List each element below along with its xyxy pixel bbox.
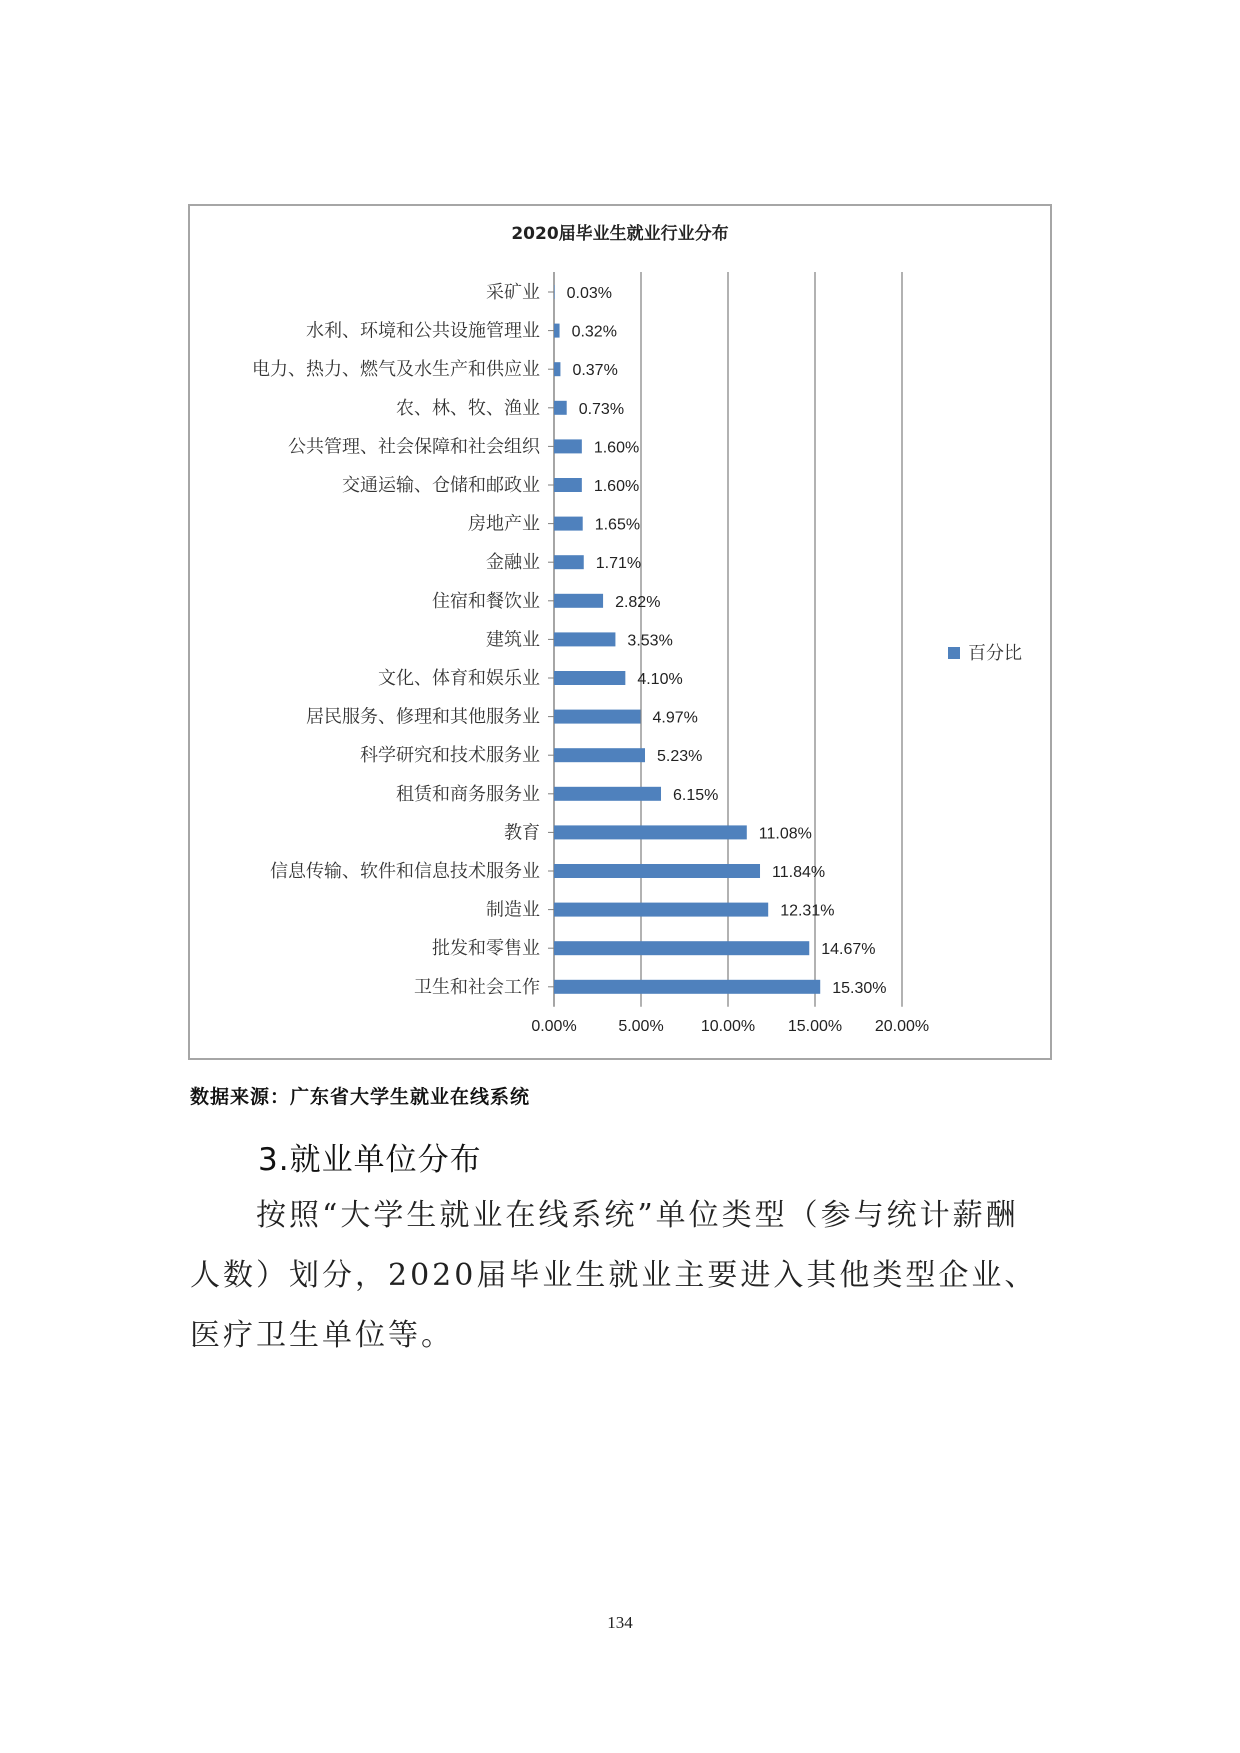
data-label: 0.03% — [566, 285, 612, 302]
bar — [554, 401, 567, 415]
category-label: 教育 — [504, 822, 540, 844]
bar-chart — [190, 206, 1050, 1058]
bar — [554, 632, 615, 646]
legend-swatch — [948, 647, 960, 659]
bar — [554, 555, 584, 569]
bar — [554, 941, 809, 955]
bar — [554, 903, 768, 917]
source-note: 数据来源：广东省大学生就业在线系统 — [190, 1086, 531, 1108]
data-label: 15.30% — [832, 979, 887, 997]
data-label: 0.73% — [578, 400, 625, 418]
data-label: 4.10% — [637, 671, 683, 688]
data-label: 12.31% — [780, 902, 835, 920]
bar — [554, 671, 625, 685]
chart-title: 2020届毕业生就业行业分布 — [511, 224, 729, 244]
bar — [554, 825, 747, 839]
category-label: 农、林、牧、渔业 — [396, 397, 540, 419]
page-number: 134 — [607, 1613, 633, 1632]
x-tick-label: 5.00% — [618, 1017, 664, 1035]
x-tick-label: 20.00% — [874, 1017, 930, 1035]
category-label: 科学研究和技术服务业 — [360, 745, 540, 767]
bar — [554, 748, 645, 762]
data-label: 3.53% — [627, 632, 673, 650]
category-label: 电力、热力、燃气及水生产和供应业 — [252, 359, 540, 381]
data-label: 1.71% — [595, 555, 642, 573]
data-label: 6.15% — [673, 786, 719, 804]
bar — [554, 517, 583, 531]
bar — [554, 787, 661, 801]
bar — [554, 594, 603, 608]
bar — [554, 710, 640, 724]
bar — [554, 362, 560, 376]
bar — [554, 980, 820, 994]
category-label: 住宿和餐饮业 — [432, 590, 540, 612]
x-tick-label: 0.00% — [531, 1017, 577, 1035]
category-label: 公共管理、社会保障和社会组织 — [288, 436, 540, 458]
x-tick-label: 15.00% — [787, 1017, 843, 1035]
category-label: 文化、体育和娱乐业 — [378, 668, 540, 689]
bar — [554, 285, 555, 299]
category-label: 交通运输、仓储和邮政业 — [342, 475, 540, 496]
data-label: 1.60% — [593, 478, 640, 495]
data-label: 0.37% — [572, 362, 618, 380]
category-label: 居民服务、修理和其他服务业 — [306, 706, 540, 728]
category-label: 建筑业 — [486, 629, 540, 651]
category-label: 批发和零售业 — [432, 938, 540, 960]
x-tick-label: 10.00% — [700, 1017, 756, 1035]
category-label: 金融业 — [486, 552, 540, 574]
data-label: 4.97% — [652, 709, 698, 727]
category-label: 卫生和社会工作 — [414, 976, 540, 998]
data-label: 11.08% — [758, 825, 812, 843]
data-label: 1.65% — [594, 516, 641, 534]
category-label: 信息传输、软件和信息技术服务业 — [270, 861, 540, 882]
category-label: 房地产业 — [468, 513, 540, 535]
chart-frame — [188, 204, 1052, 1060]
category-label: 租赁和商务服务业 — [396, 783, 540, 805]
category-label: 采矿业 — [486, 282, 540, 303]
section-heading: 3.就业单位分布 — [258, 1142, 482, 1178]
bar — [554, 439, 582, 453]
data-label: 11.84% — [772, 864, 826, 881]
bar — [554, 324, 560, 338]
bar — [554, 478, 582, 492]
data-label: 1.60% — [593, 439, 640, 457]
data-label: 14.67% — [821, 941, 876, 959]
category-label: 水利、环境和公共设施管理业 — [306, 320, 540, 342]
data-label: 5.23% — [657, 748, 703, 766]
body-paragraph: 按照“大学生就业在线系统”单位类型（参与统计薪酬人数）划分，2020届毕业生就业主要进入其他类型企业、医疗卫生单位等。 — [190, 1198, 1038, 1353]
bar — [554, 864, 760, 878]
category-label: 制造业 — [486, 899, 540, 921]
data-label: 0.32% — [571, 323, 617, 341]
data-label: 2.82% — [615, 593, 661, 611]
legend-label: 百分比 — [968, 643, 1022, 664]
